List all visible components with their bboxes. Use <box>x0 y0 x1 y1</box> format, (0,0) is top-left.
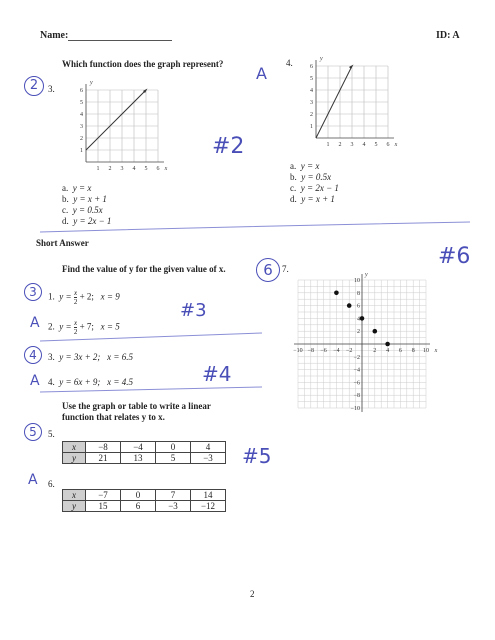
handwritten-circle-q7: 6 <box>256 258 280 282</box>
handwritten-a-q4: A <box>256 64 267 83</box>
q6-table <box>62 489 226 512</box>
sa3-row: 3. y = 3x + 2; x = 6.5 <box>48 352 133 362</box>
q4-choice-d[interactable]: d. y = x + 1 <box>290 194 335 204</box>
y-tick-label: 1 <box>80 148 83 154</box>
q6-number: 6. <box>48 479 55 489</box>
x-tick-label: −4 <box>333 348 340 354</box>
q4-choice-a[interactable]: a. y = x <box>290 161 320 171</box>
x-tick-label: 10 <box>423 348 429 354</box>
mc-prompt: Which function does the graph represent? <box>62 59 224 69</box>
handwritten-mark-6: #6 <box>438 244 471 269</box>
handwritten-circle-q3: 2 <box>24 76 44 96</box>
y-tick-label: 10 <box>354 278 360 284</box>
y-axis-label: y <box>90 80 93 86</box>
y-axis-label: y <box>365 272 368 278</box>
handwritten-a-sa4: A <box>30 373 40 389</box>
y-tick-label: 6 <box>357 303 360 310</box>
y-tick-label: 2 <box>310 112 313 118</box>
scatter-point <box>385 342 390 347</box>
y-tick-label: 6 <box>310 64 313 70</box>
q7-graph <box>282 268 440 418</box>
q3-choice-b[interactable]: b. y = x + 1 <box>62 194 107 204</box>
scatter-point <box>334 291 339 296</box>
x-tick-label: −8 <box>307 348 314 354</box>
x-tick-label: 1 <box>96 166 100 172</box>
handwritten-a-q6: A <box>28 472 38 488</box>
y-tick-label: 1 <box>310 124 313 130</box>
sa4-row: 4. y = 6x + 9; x = 4.5 <box>48 377 133 387</box>
y-tick-label: 2 <box>80 136 83 142</box>
sa1-row: 1. y = $\frac{x}{2}$ + 2; x = 9 <box>48 289 120 306</box>
y-tick-label: 4 <box>80 112 83 118</box>
y-axis-label: y <box>320 56 323 62</box>
x-axis-label: x <box>164 166 168 172</box>
y-tick-label: 8 <box>357 290 360 297</box>
handwritten-mark-5: #5 <box>242 444 272 468</box>
scatter-point <box>360 316 365 321</box>
scatter-point <box>373 329 378 334</box>
x-tick-label: 6 <box>386 142 390 148</box>
sa1-fraction: $\frac{x}{2}$ <box>73 289 78 306</box>
y-tick-label: 4 <box>357 316 360 323</box>
x-tick-label: 8 <box>411 348 415 354</box>
page-number: 2 <box>250 589 255 599</box>
x-tick-label: 1 <box>326 142 330 148</box>
y-tick-label: −10 <box>350 406 360 412</box>
x-tick-label: 6 <box>156 166 160 172</box>
short-answer-heading: Short Answer <box>36 238 89 248</box>
x-tick-label: 2 <box>338 142 342 148</box>
x-tick-label: 4 <box>132 166 136 172</box>
table-row: x −8 −4 0 4 <box>63 442 226 453</box>
y-tick-label: −6 <box>353 380 360 387</box>
q3-number: 3. <box>48 84 55 94</box>
x-tick-label: −6 <box>320 348 327 354</box>
y-tick-label: 2 <box>357 329 360 336</box>
table-row: y 15 6 −3 −12 <box>63 501 226 512</box>
x-tick-label: 2 <box>108 166 112 172</box>
handwritten-mark-3: #3 <box>180 300 207 321</box>
y-tick-label: 5 <box>80 100 83 106</box>
y-tick-label: 6 <box>80 88 83 94</box>
handwritten-a-sa2: A <box>30 315 40 331</box>
table-row: x −7 0 7 14 <box>63 490 226 501</box>
name-label: Name: <box>40 30 69 41</box>
x-tick-label: −10 <box>293 348 303 354</box>
table-row: y 21 13 5 −3 <box>63 453 226 464</box>
handwritten-mark-2: #2 <box>212 134 245 159</box>
x-axis-label: x <box>434 348 438 354</box>
q5-number: 5. <box>48 429 55 439</box>
y-tick-label: 3 <box>80 124 83 130</box>
handwritten-circle-sa3: 4 <box>24 346 42 364</box>
table-instruction: Use the graph or table to write a linear function that relates y to x. <box>62 401 211 422</box>
sa2-row: 2. y = $\frac{x}{2}$ + 7; x = 5 <box>48 319 120 336</box>
scatter-point <box>347 303 352 308</box>
x-axis-label: x <box>394 142 398 148</box>
q4-number: 4. <box>286 58 293 68</box>
x-tick-label: −2 <box>346 348 353 354</box>
q7-number: 7. <box>282 264 289 274</box>
q3-choice-c[interactable]: c. y = 0.5x <box>62 205 103 215</box>
x-tick-label: 2 <box>373 348 377 354</box>
handwritten-circle-q5: 5 <box>24 423 42 441</box>
x-tick-label: 6 <box>398 348 402 354</box>
handwritten-circle-sa1: 3 <box>24 283 42 301</box>
x-tick-label: 5 <box>374 142 378 148</box>
y-tick-label: 5 <box>310 76 313 82</box>
y-tick-label: 3 <box>310 100 313 106</box>
x-tick-label: 4 <box>386 348 390 354</box>
q4-choice-b[interactable]: b. y = 0.5x <box>290 172 332 182</box>
id-label: ID: A <box>436 30 460 41</box>
y-tick-label: −8 <box>353 393 360 400</box>
sa2-fraction: $\frac{x}{2}$ <box>73 319 78 336</box>
x-tick-label: 3 <box>350 142 354 148</box>
sa-instruction: Find the value of y for the given value of x. <box>62 264 226 274</box>
x-tick-label: 4 <box>362 142 366 148</box>
q3-choice-a[interactable]: a. y = x <box>62 183 92 193</box>
x-tick-label: 3 <box>120 166 124 172</box>
x-tick-label: 5 <box>144 166 148 172</box>
y-tick-label: −4 <box>353 367 360 374</box>
y-tick-label: 4 <box>310 88 313 94</box>
q5-table <box>62 441 226 464</box>
y-tick-label: −2 <box>353 354 360 361</box>
handwritten-mark-4: #4 <box>202 362 232 386</box>
q3-choice-d[interactable]: d. y = 2x − 1 <box>62 216 112 226</box>
q4-choice-c[interactable]: c. y = 2x − 1 <box>290 183 339 193</box>
